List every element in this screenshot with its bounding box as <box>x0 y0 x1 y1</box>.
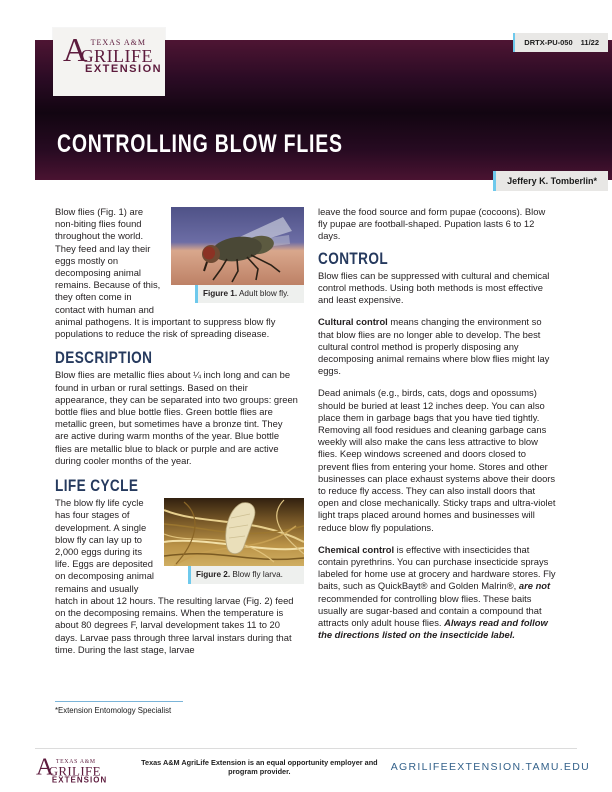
logo-brand-rest: GRILIFE <box>80 46 154 66</box>
life-cycle-continuation-paragraph: leave the food source and form pupae (cocoons). Blow fly pupae are football-shaped. Pupation lasts 6 to 12 days. <box>318 206 546 242</box>
figure-2-caption <box>188 566 304 584</box>
figure-1-photo-adult-blow-fly <box>171 207 304 285</box>
footer-agrilife-logo-mark <box>36 753 108 785</box>
author-badge: Jeffery K. Tomberlin* <box>493 171 608 191</box>
agrilife-logo-mark <box>53 32 165 75</box>
figure-1 <box>171 207 304 303</box>
figure-1-label: Figure 1. <box>203 289 238 298</box>
section-heading-control: CONTROL <box>318 248 389 268</box>
footer-logo-initial: A <box>36 753 54 781</box>
figure-2-photo-blow-fly-larva <box>164 498 304 566</box>
cultural-control-lead: Cultural control <box>318 316 388 328</box>
chemical-control-text-1: is effective with insecticides that contain pyrethrins. You can purchase insecticide sprays labeled for home use at grocery and hardware stores. Fly baits, such as QuickBayt® and Golden Malrin®, <box>318 543 556 592</box>
figure-2 <box>164 498 304 584</box>
publication-number-badge <box>513 33 608 52</box>
cultural-control-text: means changing the environment so that blow flies are no longer able to develop. The best cultural control method is properly disposing any decomposing animal remains where blow flies might lay eggs. <box>318 316 550 377</box>
chemical-control-emphasis-2: Always read and follow the directions listed on the insecticide label. <box>318 617 548 641</box>
footer-logo-brand-prefix: TEXAS A&M <box>55 758 96 765</box>
section-heading-description: DESCRIPTION <box>55 348 153 368</box>
footnote-text: *Extension Entomology Specialist <box>55 706 172 715</box>
chemical-control-text-2: recommended for controlling blow flies. These baits usually are sugar-based and contain a compound that attracts only adult house flies. <box>318 592 542 629</box>
page-title: CONTROLLING BLOW FLIES <box>57 130 343 158</box>
footer-logo-brand-rest: GRILIFE <box>48 763 101 779</box>
footer <box>36 748 590 786</box>
logo-division: EXTENSION <box>85 62 163 75</box>
footer-website-link[interactable]: AGRILIFEEXTENSION.TAMU.EDU <box>390 761 590 773</box>
chemical-control-lead: Chemical control <box>318 543 395 555</box>
left-column <box>55 206 298 666</box>
figure-1-caption <box>195 285 304 303</box>
footer-logo-division: EXTENSION <box>51 775 108 785</box>
publication-issue: 11/22 <box>580 38 599 47</box>
agrilife-logo <box>53 28 165 96</box>
right-column <box>318 206 557 666</box>
life-cycle-paragraph: The blow fly life cycle has four stages of development. A single blow fly can lay up to 2,000 eggs during its life. Eggs are deposited on decomposing animal remains and usually hatch in about 12 hours. The resulting larvae (Fig. 2) feed on the decomposing remains. When the temperature is about 80 degrees F, larval development takes 11 to 20 days. Larvae pass through three larval instars during that time. During the last stage, larvae <box>55 497 294 655</box>
logo-initial: A <box>63 32 88 69</box>
control-intro-paragraph: Blow flies can be suppressed with cultural and chemical control methods. Using both methods is most effective and least expensive. <box>318 269 550 306</box>
logo-brand-prefix: TEXAS A&M <box>90 38 147 47</box>
section-heading-life-cycle: LIFE CYCLE <box>55 476 139 496</box>
footnote <box>55 701 183 715</box>
intro-paragraph: Blow flies (Fig. 1) are non-biting flies found throughout the world. They feed and lay their eggs mostly on decomposing animal remains. Because of this, they often come in contact with human and animal pathogens. It is important to suppress blow fly populations to reduce the risk of spreading disease. <box>55 206 276 340</box>
dead-animals-paragraph: Dead animals (e.g., birds, cats, dogs and opossums) should be buried at least 12 inches deep. You can also place them in garbage bags that you have tied tightly. Removing all food residues and cleaning garbage cans weekly will also make the cans less attractive to blow flies. Keep windows screened and doors closed to prevent flies from entering your home. Stores and other businesses can place exhaust systems above their doors to reduce fly access. They can also install doors that open and close mechanically. Sticky traps and ultra-violet light traps placed around homes and businesses will reduce blow fly populations. <box>318 387 556 533</box>
footnote-rule <box>55 701 183 702</box>
article-body <box>55 206 557 666</box>
publication-code: DRTX-PU-050 <box>524 38 573 47</box>
cultural-control-paragraph <box>318 316 557 377</box>
chemical-control-paragraph <box>318 544 557 642</box>
figure-1-caption-text: Adult blow fly. <box>238 289 289 298</box>
figure-2-label: Figure 2. <box>196 570 231 580</box>
footer-disclaimer: Texas A&M AgriLife Extension is an equal opportunity employer and program provider. <box>141 758 378 776</box>
chemical-control-emphasis-1: are not <box>518 580 551 592</box>
description-paragraph: Blow flies are metallic flies about ¼ inch long and can be found in urban or rural settings. Based on their appearance, they can be separated into two groups: green bottle flies and blue bottle flies. Green bottle flies are metallic green, but sometimes have a bronze tint. They are active during warm months of the year. Blue bottle flies are metallic blue to black or purple and are active during cooler months of the year. <box>55 369 298 466</box>
footer-agrilife-logo <box>36 748 128 786</box>
figure-2-caption-text: Blow fly larva. <box>232 570 283 580</box>
